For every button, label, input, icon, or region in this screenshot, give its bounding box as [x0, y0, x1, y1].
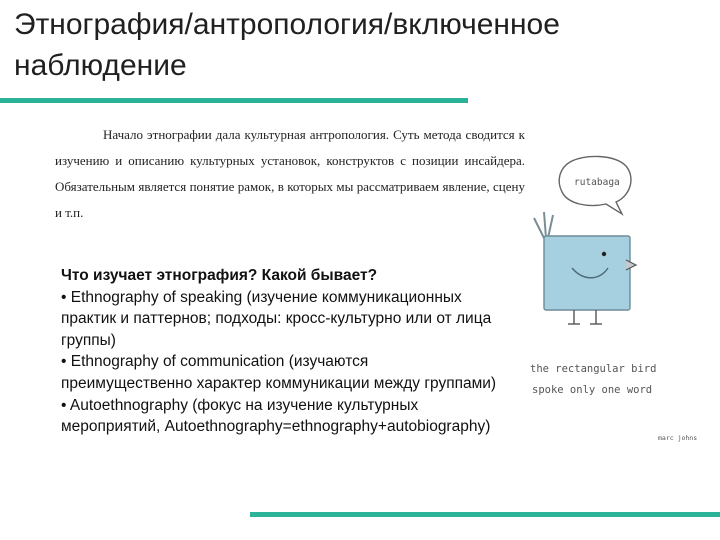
list-item-autoethnography: • Autoethnography (фокус на изучение культурных мероприятий, Autoethnography=ethnography+autobiography) — [61, 396, 491, 436]
bird-eye — [602, 252, 606, 256]
caption-line-1: the rectangular bird — [530, 363, 657, 375]
tail-feathers — [534, 212, 553, 238]
bird-legs — [568, 310, 602, 324]
content-list — [61, 265, 501, 438]
artist-signature: marc johns — [658, 434, 698, 442]
list-item-ethnography-of-communication: • Ethnography of communication (изучаются преимущественно характер коммуникации между группами) — [61, 353, 497, 392]
bird-body — [544, 236, 630, 310]
slide-title: Этнография/антропология/включенное наблюдение — [14, 8, 560, 82]
caption-line-2: spoke only one word — [532, 384, 653, 396]
speech-bubble-text: rutabaga — [574, 177, 620, 188]
bottom-accent-bar — [250, 512, 720, 517]
intro-paragraph — [55, 122, 525, 226]
title-underline — [0, 98, 468, 103]
bird-beak — [626, 260, 636, 270]
rectangular-bird-illustration — [522, 148, 714, 468]
intro-text: Начало этнографии дала культурная антропология. Суть метода сводится к изучению и описанию культурных установок, конструктов с позиции инсайдера. Обязательным является понятие рамок, в которых мы рассматриваем явление, сцену и т.п. — [55, 127, 525, 220]
list-item-ethnography-of-speaking: • Ethnography of speaking (изучение коммуникационных практик и паттернов; подходы: кросс-культурно или от лица группы) — [61, 288, 492, 349]
content-question: Что изучает этнография? Какой бывает? — [61, 267, 378, 284]
